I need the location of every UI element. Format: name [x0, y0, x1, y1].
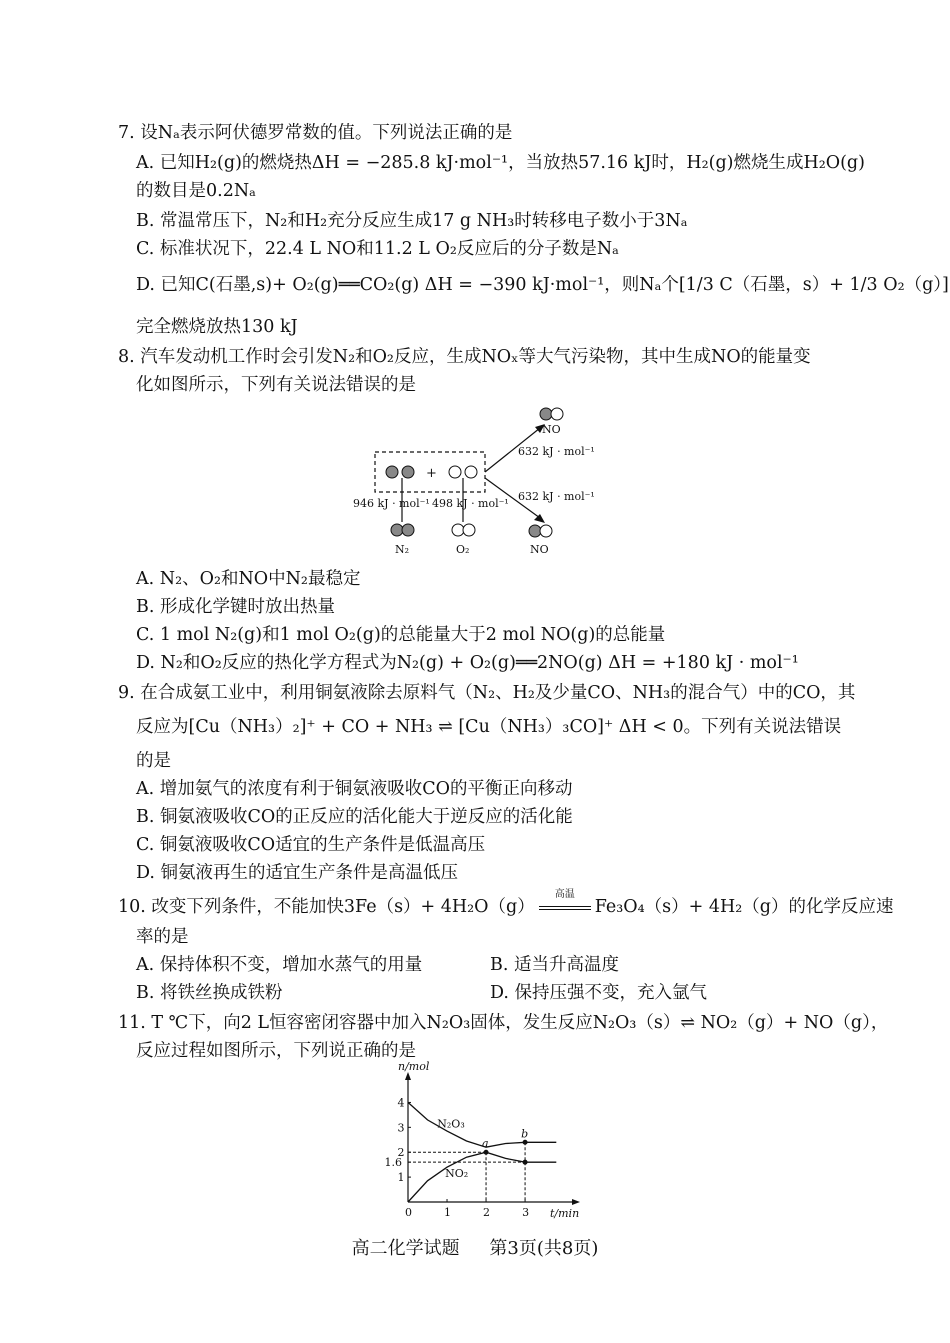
q9-option-d: D. 铜氨液再生的适宜生产条件是高温低压	[136, 863, 459, 883]
x-axis-arrow-icon	[572, 1199, 580, 1205]
n2-bond-energy: 946 kJ · mol⁻¹	[353, 497, 430, 510]
y-tick-label: 3	[397, 1121, 405, 1135]
q10-stem-pre: 10. 改变下列条件，不能加快3Fe（s）+ 4H₂O（g）	[118, 897, 535, 917]
point-label: b	[521, 1127, 529, 1141]
q10-stem-post: Fe₃O₄（s）+ 4H₂（g）的化学反应速	[594, 897, 894, 917]
x-tick-label: 1	[444, 1206, 452, 1219]
q7-option-a-cont: 的数目是0.2Nₐ	[136, 181, 256, 201]
y-axis-arrow-icon	[405, 1072, 411, 1080]
q10-option-d: D. 保持压强不变，充入氩气	[490, 983, 708, 1003]
y-tick-label: 4	[397, 1096, 405, 1110]
q8-option-a: A. N₂、O₂和NO中N₂最稳定	[136, 569, 361, 589]
q8-stem-cont: 化如图所示，下列有关说法错误的是	[136, 375, 416, 395]
o2-bond-energy: 498 kJ · mol⁻¹	[432, 497, 509, 510]
q8-stem: 8. 汽车发动机工作时会引发N₂和O₂反应，生成NOₓ等大气污染物，其中生成NO的能量变	[118, 347, 811, 367]
q10-stem-cont: 率的是	[136, 927, 189, 947]
q9-option-a: A. 增加氨气的浓度有利于铜氨液吸收CO的平衡正向移动	[136, 779, 573, 799]
q7-option-a: A. 已知H₂(g)的燃烧热ΔH = −285.8 kJ·mol⁻¹，当放热57.16 kJ时，H₂(g)燃烧生成H₂O(g)	[136, 153, 865, 173]
y-tick-label: 1.6	[384, 1156, 402, 1170]
q8-option-c: C. 1 mol N₂(g)和1 mol O₂(g)的总能量大于2 mol NO(g)的总能量	[136, 625, 666, 645]
y-axis-label: n/mol	[398, 1060, 430, 1073]
q9-stem: 9. 在合成氨工业中，利用铜氨液除去原料气（N₂、H₂及少量CO、NH₃的混合气）中的CO，其	[118, 683, 856, 703]
y-tick-label: 1	[397, 1171, 405, 1185]
x-tick-label: 0	[405, 1206, 412, 1219]
no-molecule-icon	[540, 408, 552, 420]
q9-option-c: C. 铜氨液吸收CO适宜的生产条件是低温高压	[136, 835, 486, 855]
equals-arrow-icon	[539, 906, 591, 910]
o-atom-icon	[465, 466, 477, 478]
footer-page: 第3页(共8页)	[489, 1238, 599, 1259]
no-bottom-label: NO	[530, 543, 549, 556]
x-axis-label: t/min	[550, 1207, 580, 1220]
series-label: NO₂	[445, 1167, 469, 1181]
q8-option-d: D. N₂和O₂反应的热化学方程式为N₂(g) + O₂(g)══2NO(g) ΔH = +180 kJ · mol⁻¹	[136, 653, 799, 673]
q10-option-a: A. 保持体积不变，增加水蒸气的用量	[136, 955, 423, 975]
series-line	[408, 1152, 556, 1202]
q7-option-b: B. 常温常压下，N₂和H₂充分反应生成17 g NH₃时转移电子数小于3Nₐ	[136, 211, 688, 231]
q9-stem-cont: 反应为[Cu（NH₃）₂]⁺ + CO + NH₃ ⇌ [Cu（NH₃）₃CO]⁺ ΔH < 0。下列有关说法错误	[136, 717, 842, 737]
y-tick-label: 2	[397, 1146, 405, 1160]
n2-label: N₂	[395, 543, 410, 556]
point-marker	[484, 1150, 489, 1155]
no-top-label: NO	[542, 423, 561, 436]
q7-stem: 7. 设Nₐ表示阿伏德罗常数的值。下列说法正确的是	[118, 123, 513, 143]
point-label: a	[482, 1137, 489, 1151]
q11-stem-cont: 反应过程如图所示，下列说正确的是	[136, 1041, 416, 1061]
no-top-energy: 632 kJ · mol⁻¹	[518, 445, 595, 458]
bond-energy-diagram	[340, 400, 610, 565]
x-tick-label: 2	[483, 1206, 491, 1219]
q9-option-b: B. 铜氨液吸收CO的正反应的活化能大于逆反应的活化能	[136, 807, 573, 827]
q7-option-d: D. 已知C(石墨,s)+ O₂(g)══CO₂(g) ΔH = −390 kJ·mol⁻¹，则Nₐ个[1/3 C（石墨，s）+ 1/3 O₂（g）]	[136, 275, 949, 295]
x-tick-label: 3	[522, 1206, 530, 1219]
page-footer	[0, 1234, 950, 1260]
reaction-condition	[535, 889, 595, 918]
plus-sign: +	[426, 466, 437, 481]
o2-molecule-icon	[452, 524, 464, 536]
q10-option-b: B. 将铁丝换成铁粉	[136, 983, 283, 1003]
q11-stem: 11. T ℃下，向2 L恒容密闭容器中加入N₂O₃固体，发生反应N₂O₃（s）⇌ NO₂（g）+ NO（g），	[118, 1013, 889, 1033]
o-atom-icon	[449, 466, 461, 478]
q7-option-d-cont: 完全燃烧放热130 kJ	[136, 317, 298, 337]
n-atom-icon	[402, 466, 414, 478]
condition-label: 高温	[554, 889, 575, 900]
q10-stem	[118, 889, 894, 918]
no-bottom-energy: 632 kJ · mol⁻¹	[518, 490, 595, 503]
point-marker	[523, 1140, 528, 1145]
n-atom-icon	[386, 466, 398, 478]
n2-molecule-icon	[391, 524, 403, 536]
amount-time-chart	[360, 1060, 590, 1230]
q10-option-b-right: B. 适当升高温度	[490, 955, 619, 975]
footer-title: 高二化学试题	[351, 1238, 460, 1259]
q7-option-c: C. 标准状况下，22.4 L NO和11.2 L O₂反应后的分子数是Nₐ	[136, 239, 619, 259]
o2-label: O₂	[456, 543, 470, 556]
point-marker	[523, 1160, 528, 1165]
q8-option-b: B. 形成化学键时放出热量	[136, 597, 335, 617]
series-label: N₂O₃	[437, 1117, 465, 1131]
no-molecule-icon	[529, 525, 541, 537]
q9-stem-cont2: 的是	[136, 751, 171, 771]
